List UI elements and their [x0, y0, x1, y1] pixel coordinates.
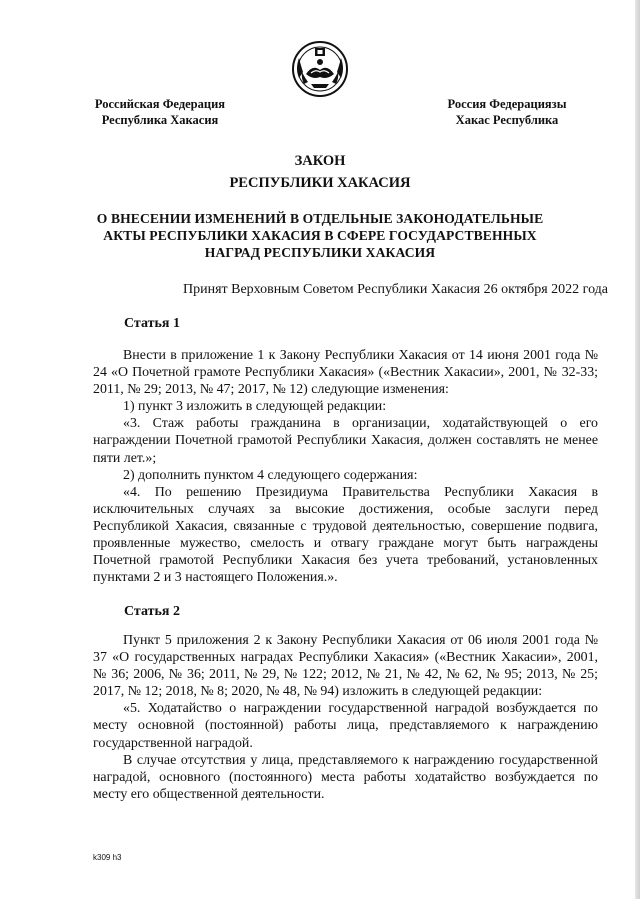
article-1-heading: Статья 1 [124, 316, 180, 331]
article-2-paragraph: В случае отсутствия у лица, представляемого к награждению государственной наградой, основного (постоянного) места работы ходатайство возбуждается по месту его общественной деятельности. [93, 752, 598, 802]
subject-line3: НАГРАД РЕСПУБЛИКИ ХАКАСИЯ [204, 245, 436, 260]
law-title-line1: ЗАКОН [294, 153, 346, 169]
header-left-line1: Российская Федерация [94, 97, 226, 111]
header-khakas-republic [432, 96, 582, 128]
header-russian-federation [86, 96, 234, 128]
khakassia-emblem-icon [291, 40, 349, 98]
law-title-line2: РЕСПУБЛИКИ ХАКАСИЯ [229, 175, 411, 191]
article-1-body [93, 347, 598, 586]
article-2-paragraph: Пункт 5 приложения 2 к Закону Республики Хакасия от 06 июля 2001 года № 37 «О государственных наградах Республики Хакасия» («Вестник Хакасии», 2001, № 36; 2006, № 36; 2011, № 29, № 122; 2012, № 21, № 42, № 62, № 95; 2013, № 25; 2017, № 12; 2018, № 8; 2020, № 48, № 94) изложить в следующей редакции: [93, 633, 598, 700]
law-subject [60, 210, 580, 261]
scan-edge [635, 0, 640, 899]
article-1-paragraph: Внести в приложение 1 к Закону Республики Хакасия от 14 июня 2001 года № 24 «О Почетной грамоте Республики Хакасия» («Вестник Хакасии», 2001, № 32-33; 2011, № 29; 2013, № 47; 2017, № 12) следующие изменения: [93, 348, 598, 398]
article-2-heading: Статья 2 [124, 604, 180, 619]
adoption-statement: Принят Верховным Советом Республики Хакасия 26 октября 2022 года [182, 282, 608, 297]
header-left-line2: Республика Хакасия [101, 113, 219, 127]
document-code: k309 h3 [93, 853, 122, 862]
subject-line2: АКТЫ РЕСПУБЛИКИ ХАКАСИЯ В СФЕРЕ ГОСУДАРСТВЕННЫХ [103, 228, 537, 243]
header-right-line1: Россия Федерациязы [447, 97, 567, 111]
header-right-line2: Хакас Республика [455, 113, 559, 127]
article-1-paragraph: «4. По решению Президиума Правительства Республики Хакасия в исключительных случаях за высокие достижения, особые заслуги перед Республикой Хакасия, связанные с трудовой деятельностью, совершение подвига, проявленные мужество, смелость и отвагу граждане могут быть награждены Почетной грамотой Республики Хакасия без учета требований, установленных пунктами 2 и 3 настоящего Положения.». [93, 484, 598, 586]
article-1-paragraph: 1) пункт 3 изложить в следующей редакции: [123, 399, 387, 415]
article-1-paragraph: «3. Стаж работы гражданина в организации, ходатайствующей о его награждении Почетной грамотой Республики Хакасия, должен составлять не менее пяти лет.»; [93, 416, 598, 466]
article-2-paragraph: «5. Ходатайство о награждении государственной наградой возбуждается по месту основной (постоянной) работы лица, представляемого к награждению государственной наградой. [93, 701, 598, 751]
law-title [60, 150, 580, 194]
article-1-paragraph: 2) дополнить пунктом 4 следующего содержания: [123, 467, 418, 483]
article-2-body [93, 632, 598, 803]
subject-line1: О ВНЕСЕНИИ ИЗМЕНЕНИЙ В ОТДЕЛЬНЫЕ ЗАКОНОДАТЕЛЬНЫЕ [96, 211, 544, 226]
